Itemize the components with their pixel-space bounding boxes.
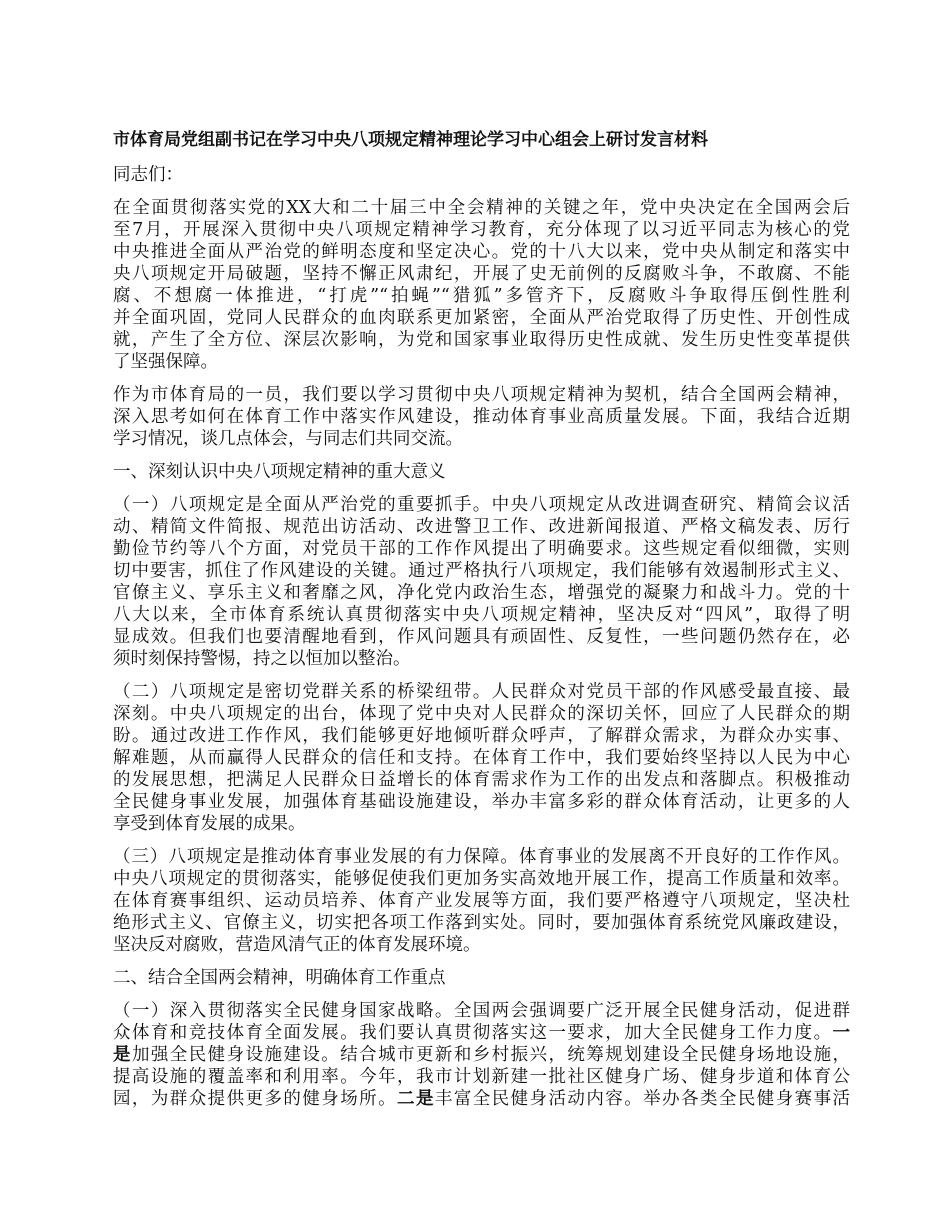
section-heading <box>113 967 850 989</box>
text-segment: 丰富全民健身活动内容。举办各类全民健身赛事活 <box>434 1089 851 1109</box>
text-line: 作为市体育局的一员，我们要以学习贯彻中央八项规定精神为契机，结合全国两会精神， <box>113 385 850 405</box>
text-line: 坚决反对腐败，营造风清气正的体育发展环境。 <box>113 935 481 955</box>
document-title: 市体育局党组副书记在学习中央八项规定精神理论学习中心组会上研讨发言材料 <box>113 130 708 150</box>
text-line: （一）深入贯彻落实全民健身国家战略。全国两会强调要广泛开展全民健身活动，促进群 <box>113 1001 850 1021</box>
document-body <box>113 164 850 1110</box>
text-line: 显成效。但我们也要清醒地看到，作风问题具有顽固性、反复性，一些问题仍然存在，必 <box>113 627 850 647</box>
text-line: （一）八项规定是全面从严治党的重要抓手。中央八项规定从改进调查研究、精简会议活 <box>113 495 850 515</box>
text-line <box>113 1088 850 1110</box>
text-line: 就，产生了全方位、深层次影响，为党和国家事业取得历史性成就、发生历史性变革提供 <box>113 330 850 350</box>
text-line: 至7月，开展深入贯彻中央八项规定精神学习教育，充分体现了以习近平同志为核心的党 <box>113 220 850 240</box>
text-line: 深入思考如何在体育工作中落实作风建设，推动体育事业高质量发展。下面，我结合近期 <box>113 407 850 427</box>
text-segment: 加强全民健身设施建设。结合城市更新和乡村振兴，统筹规划建设全民健身场地设施， <box>131 1045 851 1065</box>
text-line <box>113 1044 850 1066</box>
paragraph <box>113 494 850 670</box>
text-line: 央八项规定开局破题，坚持不懈正风肃纪，开展了史无前例的反腐败斗争，不敢腐、不能 <box>113 264 850 284</box>
text-line: 动、精简文件简报、规范出访活动、改进警卫工作、改进新闻报道、严格文稿发表、厉行 <box>113 517 850 537</box>
text-line: 一、深刻认识中央八项规定精神的重大意义 <box>113 462 446 482</box>
text-line: 八大以来，全市体育系统认真贯彻落实中央八项规定精神，坚决反对“四风”，取得了明 <box>113 605 850 625</box>
text-line: 提高设施的覆盖率和利用率。今年，我市计划新建一批社区健身广场、健身步道和体育公 <box>113 1067 850 1087</box>
text-line: 须时刻保持警惕，持之以恒加以整治。 <box>113 649 411 669</box>
text-line: 切中要害，抓住了作风建设的关键。通过严格执行八项规定，我们能够有效遏制形式主义、 <box>113 561 850 581</box>
paragraph <box>113 384 850 450</box>
text-line: 的发展思想，把满足人民群众日益增长的体育需求作为工作的出发点和落脚点。积极推动 <box>113 770 850 790</box>
paragraph <box>113 681 850 835</box>
text-line: 了坚强保障。 <box>113 352 218 372</box>
text-line: 绝形式主义、官僚主义，切实把各项工作落到实处。同时，要加强体育系统党风廉政建设， <box>113 913 850 933</box>
document <box>113 129 850 1121</box>
text-line: 腐、不想腐一体推进，“打虎”“拍蝇”“猎狐”多管齐下，反腐败斗争取得压倒性胜利 <box>113 286 850 306</box>
paragraph <box>113 846 850 956</box>
text-line: 深刻。中央八项规定的出台，体现了党中央对人民群众的深切关怀，回应了人民群众的期 <box>113 704 850 724</box>
text-line: 中央八项规定的贯彻落实，能够促使我们更加务实高效地开展工作，提高工作质量和效率。 <box>113 869 850 889</box>
paragraph <box>113 197 850 373</box>
text-line: 同志们： <box>113 165 183 185</box>
text-line: 享受到体育发展的成果。 <box>113 814 306 834</box>
text-line: 二、结合全国两会精神，明确体育工作重点 <box>113 968 446 988</box>
text-line: 解难题，从而赢得人民群众的信任和支持。在体育工作中，我们要始终坚持以人民为中心 <box>113 748 850 768</box>
text-line: 全民健身事业发展，加强体育基础设施建设，举办丰富多彩的群众体育活动，让更多的人 <box>113 792 850 812</box>
text-line: 官僚主义、享乐主义和奢靡之风，净化党内政治生态，增强党的凝聚力和战斗力。党的十 <box>113 583 850 603</box>
text-line: 在体育赛事组织、运动员培养、体育产业发展等方面，我们要严格遵守八项规定，坚决杜 <box>113 891 850 911</box>
text-line: 学习情况，谈几点体会，与同志们共同交流。 <box>113 429 463 449</box>
bold-text: 是 <box>113 1045 132 1065</box>
text-line: 勤俭节约等八个方面，对党员干部的工作作风提出了明确要求。这些规定看似细微，实则 <box>113 539 850 559</box>
text-segment: 园，为群众提供更多的健身场所。 <box>113 1089 398 1109</box>
salutation <box>113 164 850 186</box>
text-line: 并全面巩固，党同人民群众的血肉联系更加紧密，全面从严治党取得了历史性、开创性成 <box>113 308 850 328</box>
section-heading <box>113 461 850 483</box>
text-line: 在全面贯彻落实党的XX大和二十届三中全会精神的关键之年，党中央决定在全国两会后 <box>113 198 850 218</box>
bold-text: 二是 <box>397 1089 435 1109</box>
text-line: （三）八项规定是推动体育事业发展的有力保障。体育事业的发展离不开良好的工作作风。 <box>113 847 850 867</box>
paragraph <box>113 1000 850 1110</box>
text-line: （二）八项规定是密切党群关系的桥梁纽带。人民群众对党员干部的作风感受最直接、最 <box>113 682 850 702</box>
text-line <box>113 1022 850 1044</box>
bold-text: 一 <box>832 1023 850 1043</box>
text-line: 中央推进全面从严治党的鲜明态度和坚定决心。党的十八大以来，党中央从制定和落实中 <box>113 242 850 262</box>
text-segment: 众体育和竞技体育全面发展。我们要认真贯彻落实这一要求，加大全民健身工作力度。 <box>113 1023 833 1043</box>
text-line: 盼。通过改进工作作风，我们能够更好地倾听群众呼声，了解群众需求，为群众办实事、 <box>113 726 850 746</box>
